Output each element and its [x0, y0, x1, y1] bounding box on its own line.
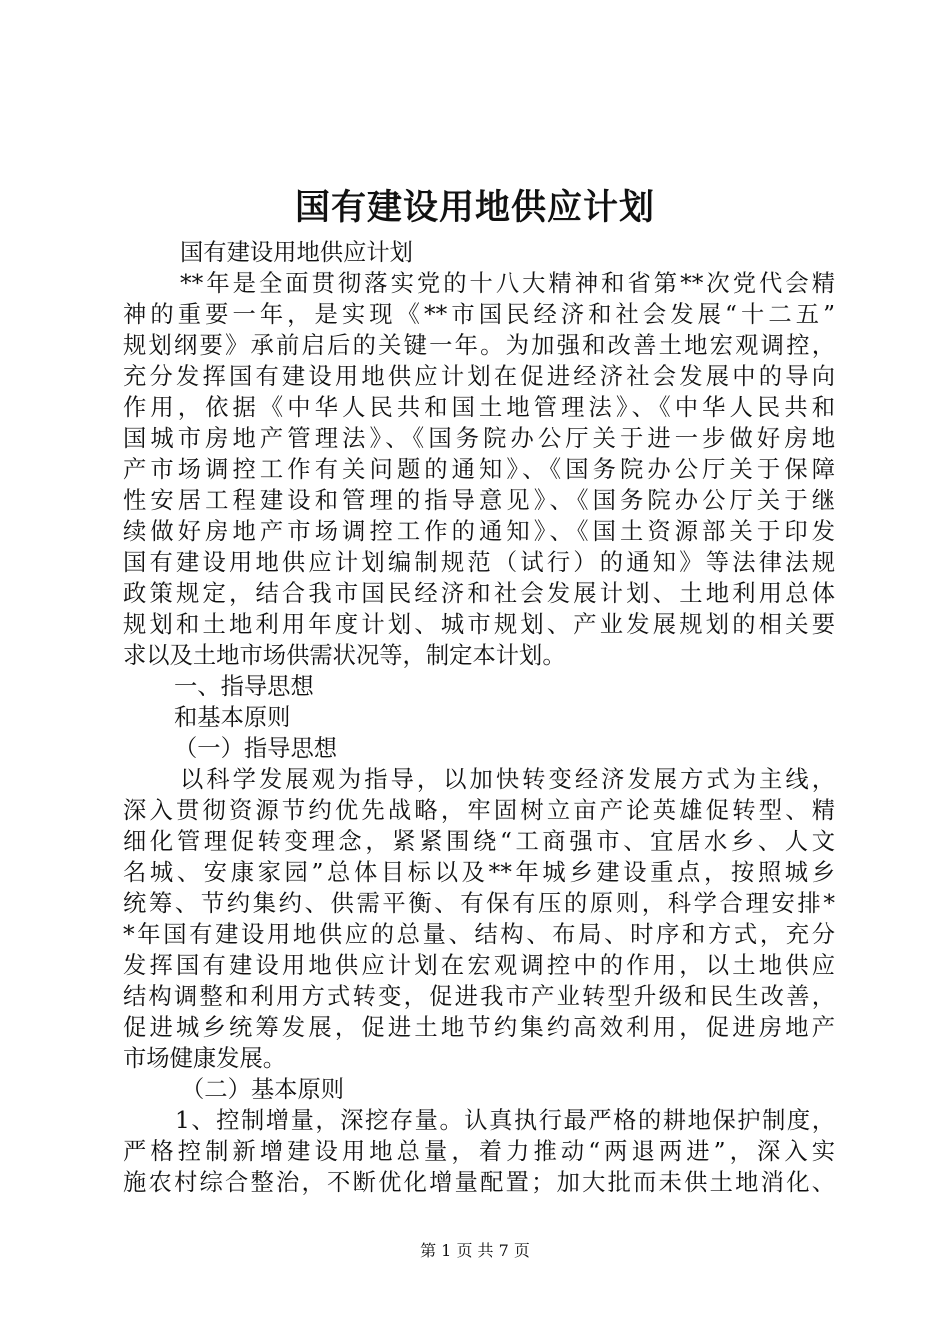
text-line: 作用，依据《中华人民共和国土地管理法》、《中华人民共和	[123, 394, 835, 421]
text-line: 国有建设用地供应计划编制规范（试行）的通知》等法律法规	[123, 549, 835, 576]
text-line: 以科学发展观为指导，以加快转变经济发展方式为主线，	[180, 766, 835, 793]
text-line: 政策规定，结合我市国民经济和社会发展计划、土地利用总体	[123, 580, 835, 607]
text-line: 施农村综合整治，不断优化增量配置；加大批而未供土地消化、	[123, 1169, 835, 1196]
text-line: 统筹、节约集约、供需平衡、有保有压的原则，科学合理安排*	[123, 890, 835, 917]
page-footer: 第 1 页 共 7 页	[420, 1241, 530, 1260]
text-line: 名城、安康家园”总体目标以及**年城乡建设重点，按照城乡	[123, 859, 835, 886]
text-line: 性安居工程建设和管理的指导意见》、《国务院办公厅关于继	[123, 487, 835, 514]
text-line: 细化管理促转变理念，紧紧围绕“工商强市、宜居水乡、人文	[123, 828, 835, 855]
text-line: 产市场调控工作有关问题的通知》、《国务院办公厅关于保障	[123, 456, 835, 483]
text-line: 促进城乡统筹发展，促进土地节约集约高效利用，促进房地产	[123, 1014, 835, 1041]
text-line: **年是全面贯彻落实党的十八大精神和省第**次党代会精	[180, 270, 835, 297]
subsection-heading: （二）基本原则	[181, 1076, 345, 1103]
text-line: 国有建设用地供应计划	[180, 239, 413, 266]
section-heading: 和基本原则	[174, 704, 291, 731]
subsection-heading: （一）指导思想	[174, 735, 338, 762]
document-body	[123, 237, 835, 1198]
text-line: 1、控制增量，深挖存量。认真执行最严格的耕地保护制度，	[175, 1107, 835, 1134]
page-title: 国有建设用地供应计划	[294, 187, 655, 228]
text-line: 严格控制新增建设用地总量，着力推动“两退两进”，深入实	[123, 1138, 835, 1165]
text-line: 发挥国有建设用地供应计划在宏观调控中的作用，以土地供应	[123, 952, 835, 979]
text-line: 市场健康发展。	[123, 1045, 287, 1072]
text-line: 结构调整和利用方式转变，促进我市产业转型升级和民生改善，	[123, 983, 835, 1010]
text-line: 神的重要一年，是实现《**市国民经济和社会发展“十二五”	[123, 301, 835, 328]
section-heading: 一、指导思想	[174, 673, 314, 700]
text-line: 续做好房地产市场调控工作的通知》、《国土资源部关于印发	[123, 518, 835, 545]
text-line: 规划和土地利用年度计划、城市规划、产业发展规划的相关要	[123, 611, 835, 638]
text-line: 深入贯彻资源节约优先战略，牢固树立亩产论英雄促转型、精	[123, 797, 835, 824]
text-line: 求以及土地市场供需状况等，制定本计划。	[123, 642, 566, 669]
text-line: 充分发挥国有建设用地供应计划在促进经济社会发展中的导向	[123, 363, 835, 390]
text-line: 国城市房地产管理法》、《国务院办公厅关于进一步做好房地	[123, 425, 835, 452]
text-line: *年国有建设用地供应的总量、结构、布局、时序和方式，充分	[123, 921, 835, 948]
text-line: 规划纲要》承前启后的关键一年。为加强和改善土地宏观调控，	[123, 332, 835, 359]
